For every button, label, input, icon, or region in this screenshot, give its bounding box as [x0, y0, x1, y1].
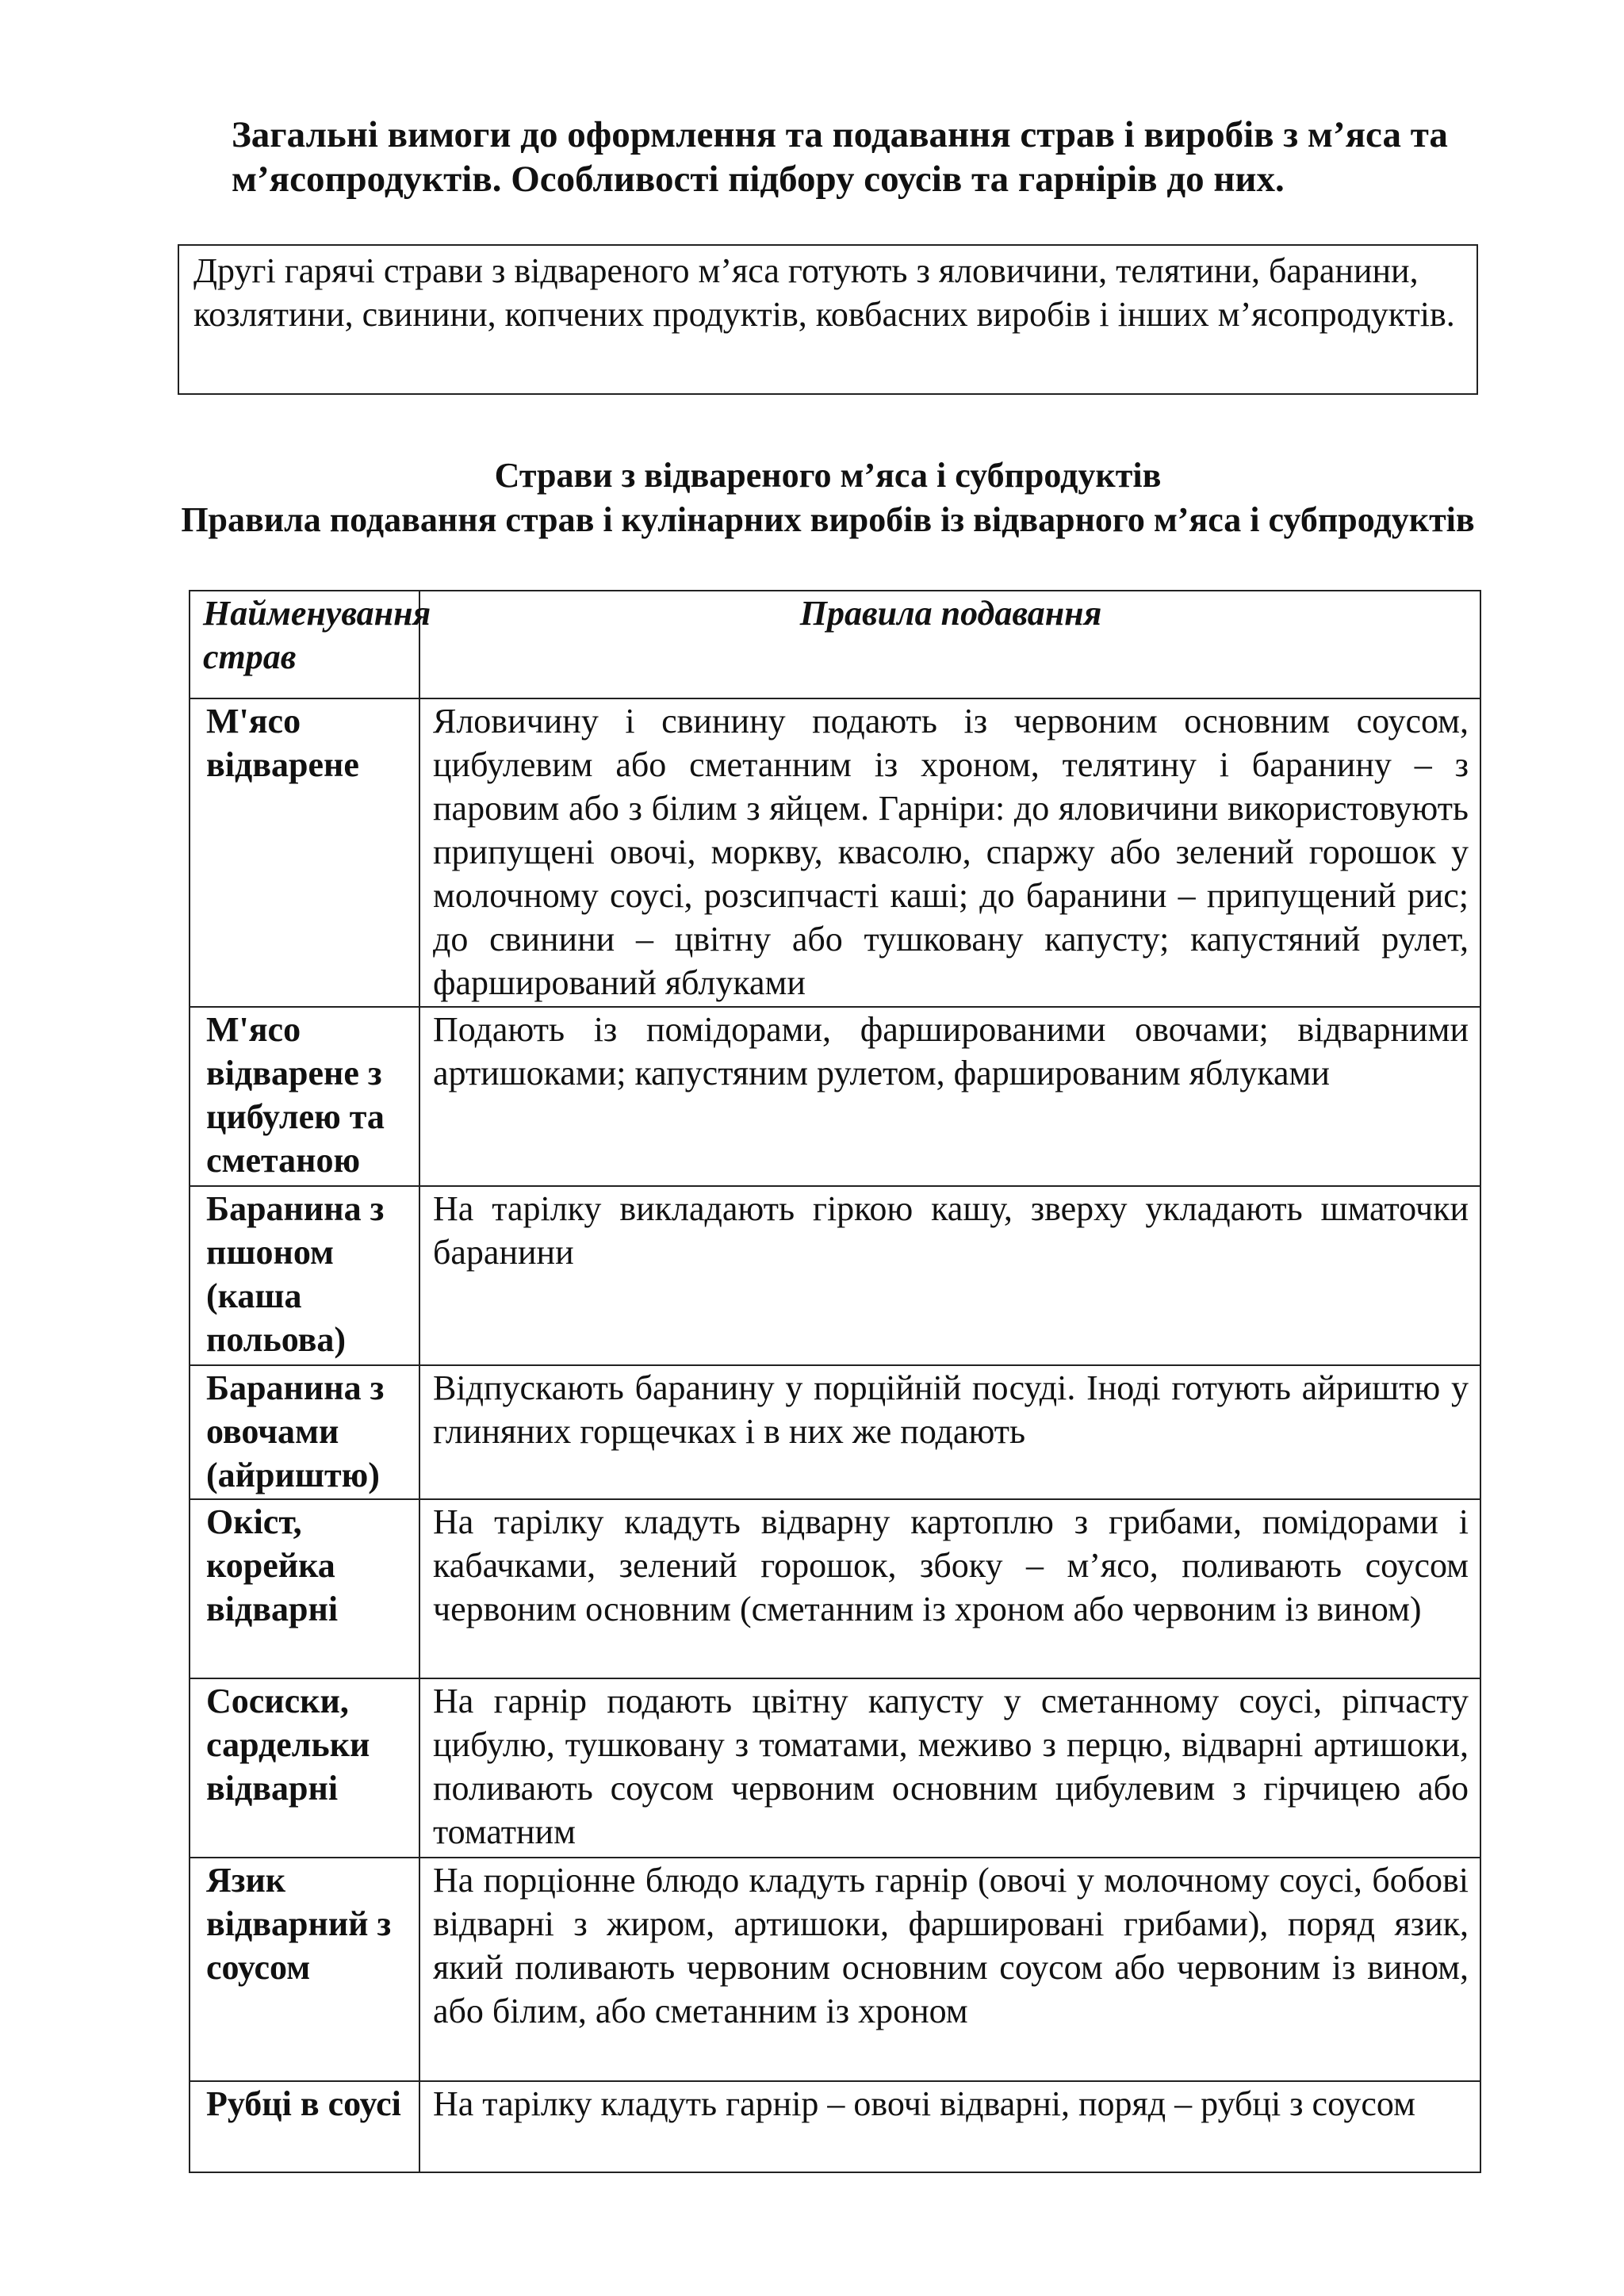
dish-name-cell: Рубці в соусі	[190, 2081, 419, 2172]
serving-rule-cell: На тарілку кладуть відварну картоплю з грибами, помідорами і кабачками, зелений горошок, збоку – м’ясо, поливають соусом червоним основним (сметанним із хроном або червоним із вином)	[419, 1499, 1480, 1678]
serving-rule-cell: На гарнір подають цвітну капусту у сметанному соусі, ріпчасту цибулю, тушковану з томатами, меживо з перцю, відварні артишоки, поливають соусом червоним основним цибулевим з гірчицею або томатним	[419, 1678, 1480, 1858]
serving-rules-table	[189, 590, 1481, 2173]
dish-name-cell: Сосиски, сардельки відварні	[190, 1678, 419, 1858]
table-row	[190, 1007, 1480, 1186]
dish-name-cell: Баранина з овочами (айриштю)	[190, 1365, 419, 1499]
serving-rule-cell: На тарілку кладуть гарнір – овочі відварні, поряд – рубці з соусом	[419, 2081, 1480, 2172]
serving-rule-cell: Яловичину і свинину подають із червоним основним соусом, цибулевим або сметанним із хроном, телятину і баранину – з паровим або з білим з яйцем. Гарніри: до яловичини використовують припущені овочі, моркву, квасолю, спаржу або зелений горошок у молочному соусі, розсипчасті каші; до баранини – припущений рис; до свинини – цвітну або тушковану капусту; капустяний рулет, фарширований яблуками	[419, 698, 1480, 1007]
header-dish-name: Найменування страв	[190, 591, 419, 698]
serving-rule-cell: На порціонне блюдо кладуть гарнір (овочі у молочному соусі, бобові відварні з жиром, артишоки, фаршировані грибами), поряд язик, який поливають червоним основним соусом або червоним із вином, або білим, або сметанним із хроном	[419, 1858, 1480, 2081]
table-row	[190, 1858, 1480, 2081]
section-title: Страви з відвареного м’яса і субпродуктів	[494, 456, 1162, 495]
intro-text: Другі гарячі страви з відвареного м’яса готують з яловичини, телятини, баранини, козлятини, свинини, копчених продуктів, ковбасних виробів і інших м’ясопродуктів.	[193, 251, 1455, 334]
serving-rule-cell: На тарілку викладають гіркою кашу, зверху укладають шматочки баранини	[419, 1186, 1480, 1365]
table-row	[190, 1186, 1480, 1365]
table-row	[190, 1365, 1480, 1499]
table-caption: Правила подавання страв і кулінарних виробів із відварного м’яса і субпродуктів	[181, 500, 1475, 539]
table-row	[190, 698, 1480, 1007]
dish-name-cell: Окіст, корейка відварні	[190, 1499, 419, 1678]
table-row	[190, 1678, 1480, 1858]
dish-name-cell: Язик відварний з соусом	[190, 1858, 419, 2081]
table-row	[190, 1499, 1480, 1678]
dish-name-cell: Баранина з пшоном (каша польова)	[190, 1186, 419, 1365]
serving-rule-cell: Відпускають баранину у порційній посуді. Іноді готують айриштю у глиняних горщечках і в них же подають	[419, 1365, 1480, 1499]
table-row	[190, 2081, 1480, 2172]
dish-name-cell: М'ясо відварене з цибулею та сметаною	[190, 1007, 419, 1186]
page-heading: Загальні вимоги до оформлення та подавання страв і виробів з м’яса та м’ясопродуктів. Особливості підбору соусів та гарнірів до них.	[232, 114, 1448, 200]
header-serving-rules: Правила подавання	[419, 591, 1480, 698]
section-title-block	[178, 453, 1478, 542]
serving-rule-cell: Подають із помідорами, фаршированими овочами; відварними артишоками; капустяним рулетом, фаршированим яблуками	[419, 1007, 1480, 1186]
dish-name-cell: М'ясо відварене	[190, 698, 419, 1007]
intro-note-box	[178, 244, 1478, 395]
table-header-row	[190, 591, 1480, 698]
